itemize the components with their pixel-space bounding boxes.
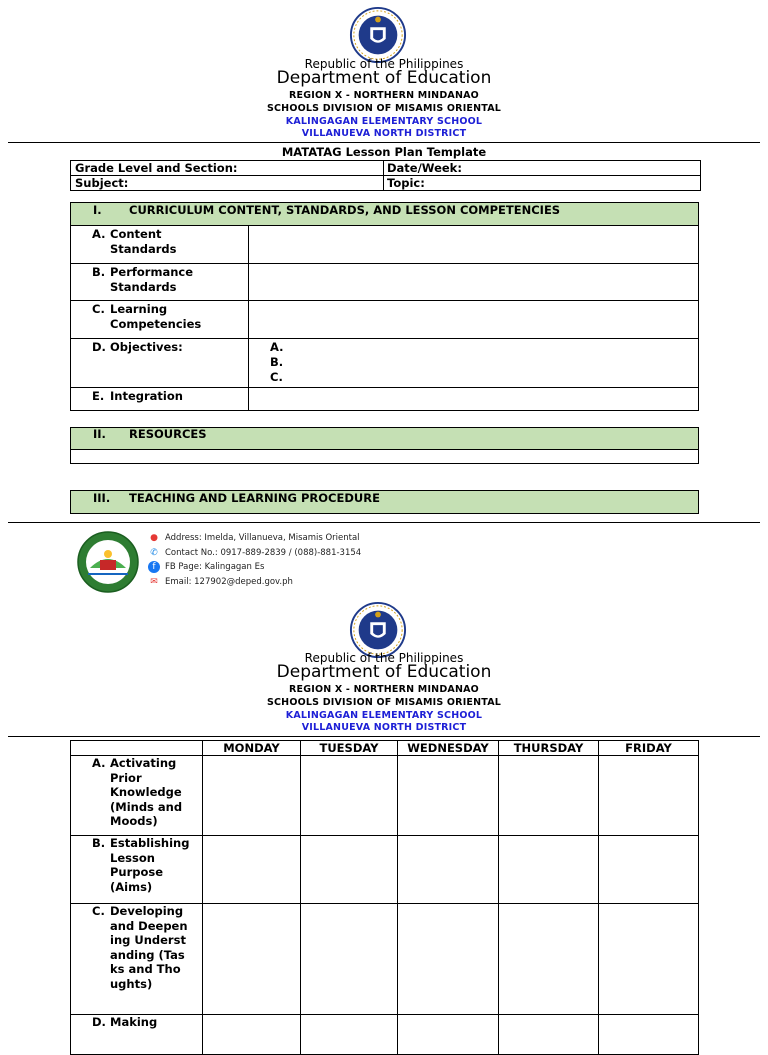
wednesday-cell[interactable] <box>398 836 499 904</box>
email-line[interactable]: ✉ Email: 127902@deped.gov.ph <box>148 575 361 590</box>
grade-level-label: Grade Level and Section: <box>71 161 384 175</box>
monday-cell[interactable] <box>203 836 301 904</box>
integration-label: E. Integration <box>71 388 249 411</box>
school-name: KALINGAGAN ELEMENTARY SCHOOL <box>285 116 483 127</box>
subject-label: Subject: <box>71 176 384 190</box>
table-header-row <box>71 741 699 756</box>
thursday-cell[interactable] <box>499 836 599 904</box>
topic-label: Topic: <box>387 176 425 190</box>
phone-icon: ✆ <box>150 547 158 558</box>
section-curriculum-header <box>70 202 699 226</box>
section-title: CURRICULUM CONTENT, STANDARDS, AND LESSON COMPETENCIES <box>129 203 561 217</box>
section-number: II. <box>93 427 106 441</box>
phone-line: ✆ Contact No.: 0917-889-2839 / (088)-881-3154 <box>148 546 361 561</box>
wednesday-cell[interactable] <box>398 1015 499 1055</box>
friday-cell[interactable] <box>599 836 699 904</box>
table-row <box>71 301 699 339</box>
facebook-line[interactable]: f FB Page: Kalingagan Es <box>148 560 361 575</box>
location-pin-icon: ● <box>150 533 158 544</box>
curriculum-table <box>70 225 699 411</box>
tuesday-cell[interactable] <box>301 904 398 1015</box>
deped-seal-icon <box>349 6 407 64</box>
school-name: KALINGAGAN ELEMENTARY SCHOOL <box>285 710 483 721</box>
header-divider <box>8 142 760 143</box>
objective-a: A. <box>270 340 284 354</box>
table-row <box>71 388 699 411</box>
establishing-lesson-purpose-label: B. Establishing Lesson Purpose (Aims) <box>71 836 203 904</box>
learning-competencies-label: C. Learning Competencies <box>71 301 249 339</box>
district-name: VILLANUEVA NORTH DISTRICT <box>301 128 467 139</box>
friday-cell[interactable] <box>599 904 699 1015</box>
department-title: Department of Education <box>276 68 492 88</box>
developing-understanding-label: C. Developing and Deepening Understanding (Tasks and Thoughts) <box>71 904 203 1015</box>
tuesday-cell[interactable] <box>301 756 398 836</box>
day-header-friday: FRIDAY <box>599 741 699 756</box>
mail-icon: ✉ <box>150 576 158 587</box>
objectives-field[interactable] <box>249 339 699 388</box>
division-text: SCHOOLS DIVISION OF MISAMIS ORIENTAL <box>266 697 502 708</box>
monday-cell[interactable] <box>203 1015 301 1055</box>
wednesday-cell[interactable] <box>398 756 499 836</box>
region-text: REGION X - NORTHERN MINDANAO <box>289 90 479 101</box>
table-corner-cell <box>71 741 203 756</box>
section-procedure-header <box>70 490 699 514</box>
performance-standards-field[interactable] <box>249 264 699 301</box>
making-label: D. Making <box>71 1015 203 1055</box>
header-divider <box>8 736 760 737</box>
content-standards-field[interactable] <box>249 226 699 264</box>
resources-field[interactable] <box>70 450 699 464</box>
school-logo-icon <box>76 530 140 594</box>
day-header-thursday: THURSDAY <box>499 741 599 756</box>
wednesday-cell[interactable] <box>398 904 499 1015</box>
division-text: SCHOOLS DIVISION OF MISAMIS ORIENTAL <box>266 103 502 114</box>
day-header-wednesday: WEDNESDAY <box>398 741 499 756</box>
contact-info <box>148 531 361 589</box>
friday-cell[interactable] <box>599 756 699 836</box>
objective-b: B. <box>270 355 284 369</box>
objectives-label: D. Objectives: <box>71 339 249 388</box>
table-row <box>71 836 699 904</box>
performance-standards-label: B. Performance Standards <box>71 264 249 301</box>
monday-cell[interactable] <box>203 904 301 1015</box>
thursday-cell[interactable] <box>499 904 599 1015</box>
district-name: VILLANUEVA NORTH DISTRICT <box>301 722 467 733</box>
footer-divider <box>8 522 760 523</box>
table-row <box>71 226 699 264</box>
monday-cell[interactable] <box>203 756 301 836</box>
template-title: MATATAG Lesson Plan Template <box>281 145 487 159</box>
activating-prior-knowledge-label: A. Activating Prior Knowledge (Minds and Moods) <box>71 756 203 836</box>
department-title: Department of Education <box>276 662 492 682</box>
table-row <box>71 756 699 836</box>
table-row <box>71 904 699 1015</box>
integration-field[interactable] <box>249 388 699 411</box>
objective-c: C. <box>270 370 283 384</box>
table-row <box>71 1015 699 1055</box>
friday-cell[interactable] <box>599 1015 699 1055</box>
thursday-cell[interactable] <box>499 756 599 836</box>
date-week-label: Date/Week: <box>387 161 462 175</box>
content-standards-label: A. Content Standards <box>71 226 249 264</box>
facebook-icon: f <box>148 561 160 573</box>
republic-text: Republic of the Philippines <box>304 57 464 71</box>
day-header-monday: MONDAY <box>203 741 301 756</box>
address-line: ● Address: Imelda, Villanueva, Misamis Oriental <box>148 531 361 546</box>
region-text: REGION X - NORTHERN MINDANAO <box>289 684 479 695</box>
republic-text: Republic of the Philippines <box>304 651 464 665</box>
learning-competencies-field[interactable] <box>249 301 699 339</box>
section-resources-header <box>70 427 699 450</box>
section-title: RESOURCES <box>129 427 207 441</box>
section-number: III. <box>93 491 111 505</box>
tuesday-cell[interactable] <box>301 836 398 904</box>
thursday-cell[interactable] <box>499 1015 599 1055</box>
table-row <box>71 339 699 388</box>
section-title: TEACHING AND LEARNING PROCEDURE <box>129 491 380 505</box>
lesson-info-table <box>70 160 701 191</box>
tuesday-cell[interactable] <box>301 1015 398 1055</box>
weekly-procedure-table <box>70 740 699 1055</box>
day-header-tuesday: TUESDAY <box>301 741 398 756</box>
table-row <box>71 264 699 301</box>
section-number: I. <box>93 203 102 217</box>
